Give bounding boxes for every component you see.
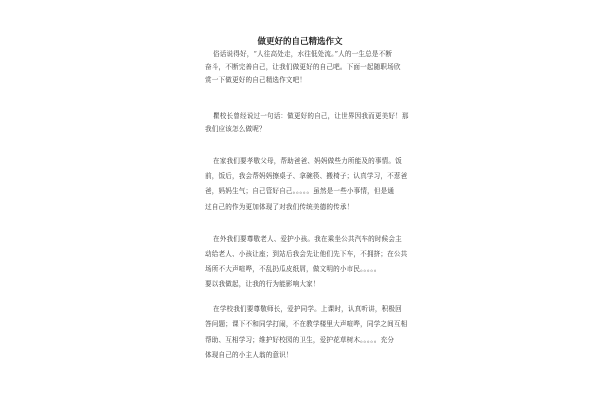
paragraph-line: 体现自己的小主人翁的意识！ — [205, 351, 293, 359]
paragraph-line: 前，饭后，我会帮妈妈擦桌子、拿碗筷、搬椅子；认真学习，不惹爸 — [205, 172, 408, 180]
paragraph-line: 在外我们要尊敬老人、爱护小孩。我在乘坐公共汽车的时候会主 — [213, 235, 402, 243]
paragraph-line: 要以我做起，让我的行为能影响大家！ — [205, 280, 320, 288]
paragraph-line: 在家我们要孝敬父母，帮助爸爸、妈妈做些力所能及的事情。饭 — [213, 157, 402, 165]
paragraph-line: 我们应该怎么做呢？ — [205, 125, 266, 133]
paragraph-line: 瞿校长曾经说过一句话：做更好的自己，让世界因我而更美好！那 — [213, 112, 409, 120]
paragraph-line: 帮助、互相学习；维护好校园的卫生，爱护花草树木。。。。。充分 — [205, 336, 395, 344]
paragraph-line: 赏一下做更好的自己精选作文吧！ — [205, 76, 307, 84]
paragraph-line: 俗话说得好，“人往高处走，水往低处流。”人的一生总是不断 — [213, 50, 393, 58]
paragraph-line: 答问题；课下不和同学打闹，不在教学楼里大声喧哗，同学之间互相 — [205, 320, 408, 328]
paragraph-line: 场所不大声喧哗，不乱扔瓜皮纸屑，做文明的小市民。。。。。 — [205, 265, 381, 273]
document-title: 做更好的自己精选作文 — [257, 37, 343, 47]
paragraph-line: 在学校我们要尊敬师长，爱护同学。上课时，认真听讲，积极回 — [213, 305, 402, 313]
paragraph-line: 过自己的作为更加体现了对我们传统美德的传承！ — [205, 203, 354, 211]
paragraph-line: 爸，妈妈生气；自己管好自己。。。。。虽然是一些小事情，但是通 — [205, 187, 395, 195]
paragraph-line: 奋斗，不断完善自己，让我们做更好的自己吧。下面一起随职场欣 — [205, 63, 401, 71]
paragraph-line: 动给老人、小孩让座；到站后我会先让他们先下车，不拥挤；在公共 — [205, 250, 408, 258]
